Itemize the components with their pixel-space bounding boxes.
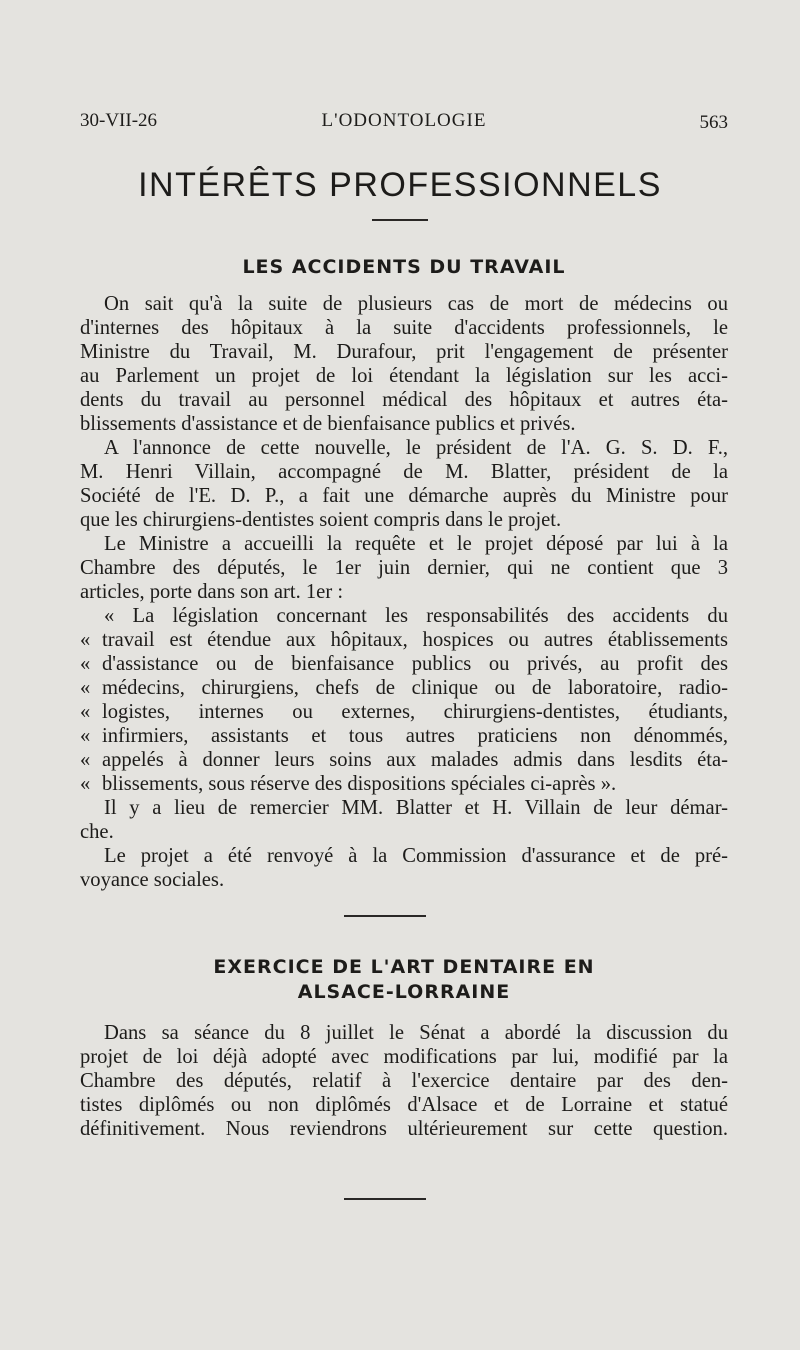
main-title: INTÉRÊTS PROFESSIONNELS bbox=[138, 166, 662, 204]
text-line bbox=[80, 748, 728, 772]
section-title-line: ALSACE-LORRAINE bbox=[297, 981, 511, 1003]
line-text: définitivement. Nous reviendrons ultérieurement sur cette question. bbox=[80, 1118, 728, 1140]
text-line bbox=[80, 676, 728, 700]
line-text: appelés à donner leurs soins aux malades admis dans lesdits éta- bbox=[102, 749, 728, 771]
text-line bbox=[80, 292, 728, 316]
text-line bbox=[80, 508, 728, 532]
text-line bbox=[80, 772, 728, 796]
quote-mark: « bbox=[80, 701, 91, 723]
line-text: tistes diplômés ou non diplômés d'Alsace et de Lorraine et statué bbox=[80, 1094, 728, 1116]
line-text: blissements, sous réserve des dispositions spéciales ci-après ». bbox=[102, 773, 617, 795]
line-text: Société de l'E. D. P., a fait une démarche auprès du Ministre pour bbox=[80, 485, 728, 507]
section-title-accidents: LES ACCIDENTS DU TRAVAIL bbox=[242, 256, 566, 278]
quote-mark: « bbox=[80, 749, 91, 771]
line-text: d'internes des hôpitaux à la suite d'accidents professionnels, le bbox=[80, 317, 728, 339]
page-number: 563 bbox=[699, 112, 728, 133]
line-text: infirmiers, assistants et tous autres praticiens non dénommés, bbox=[102, 725, 728, 747]
text-line bbox=[80, 1069, 728, 1093]
text-line bbox=[80, 652, 728, 676]
line-text: d'assistance ou de bienfaisance publics ou privés, au profit des bbox=[102, 653, 728, 675]
line-text: Dans sa séance du 8 juillet le Sénat a abordé la discussion du bbox=[104, 1022, 728, 1044]
text-line bbox=[80, 340, 728, 364]
text-line bbox=[80, 796, 728, 820]
line-text: blissements d'assistance et de bienfaisance publics et privés. bbox=[80, 413, 576, 435]
line-text: Il y a lieu de remercier MM. Blatter et H. Villain de leur démar- bbox=[104, 797, 728, 819]
line-text: voyance sociales. bbox=[80, 869, 225, 891]
text-line bbox=[80, 556, 728, 580]
line-text: « La législation concernant les responsabilités des accidents du bbox=[104, 605, 728, 627]
line-text: médecins, chirurgiens, chefs de clinique ou de laboratoire, radio- bbox=[102, 677, 728, 699]
text-line bbox=[80, 580, 728, 604]
issue-date: 30-VII-26 bbox=[80, 110, 158, 131]
quote-mark: « bbox=[80, 653, 91, 675]
text-line bbox=[80, 532, 728, 556]
line-text: logistes, internes ou externes, chirurgiens-dentistes, étudiants, bbox=[102, 701, 728, 723]
text-line bbox=[80, 1021, 728, 1045]
text-line bbox=[80, 604, 728, 628]
text-line bbox=[80, 628, 728, 652]
line-text: A l'annonce de cette nouvelle, le président de l'A. G. S. D. F., bbox=[104, 437, 728, 459]
line-text: Chambre des députés, le 1er juin dernier, qui ne contient que 3 bbox=[80, 557, 728, 579]
quote-mark: « bbox=[80, 773, 91, 795]
text-line bbox=[80, 820, 728, 844]
text-line bbox=[80, 1117, 728, 1141]
line-text: che. bbox=[80, 821, 114, 843]
section-body-accidents bbox=[80, 292, 728, 892]
line-text: projet de loi déjà adopté avec modifications par lui, modifié par la bbox=[80, 1046, 728, 1068]
title-rule bbox=[372, 219, 428, 221]
line-text: au Parlement un projet de loi étendant la législation sur les acci- bbox=[80, 365, 728, 387]
text-line bbox=[80, 316, 728, 340]
text-line bbox=[80, 364, 728, 388]
journal-name: L'ODONTOLOGIE bbox=[321, 110, 487, 131]
running-header bbox=[80, 110, 728, 140]
quote-mark: « bbox=[80, 725, 91, 747]
quote-mark: « bbox=[80, 629, 91, 651]
section-body-alsace-lorraine bbox=[80, 1021, 728, 1141]
text-line bbox=[80, 460, 728, 484]
text-line bbox=[80, 388, 728, 412]
line-text: Ministre du Travail, M. Durafour, prit l'engagement de présenter bbox=[80, 341, 728, 363]
line-text: dents du travail au personnel médical des hôpitaux et autres éta- bbox=[80, 389, 728, 411]
text-line bbox=[80, 724, 728, 748]
line-text: que les chirurgiens-dentistes soient compris dans le projet. bbox=[80, 509, 562, 531]
line-text: Chambre des députés, relatif à l'exercice dentaire par des den- bbox=[80, 1070, 728, 1092]
line-text: On sait qu'à la suite de plusieurs cas de mort de médecins ou bbox=[104, 293, 728, 315]
end-divider bbox=[344, 1198, 426, 1200]
text-line bbox=[80, 436, 728, 460]
text-line bbox=[80, 700, 728, 724]
section-title-line: EXERCICE DE L'ART DENTAIRE EN bbox=[213, 956, 595, 978]
quote-mark: « bbox=[80, 677, 91, 699]
text-line bbox=[80, 844, 728, 868]
line-text: Le Ministre a accueilli la requête et le projet déposé par lui à la bbox=[104, 533, 728, 555]
text-line bbox=[80, 484, 728, 508]
text-line bbox=[80, 1093, 728, 1117]
section-divider bbox=[344, 915, 426, 917]
text-line bbox=[80, 412, 728, 436]
line-text: Le projet a été renvoyé à la Commission d'assurance et de pré- bbox=[104, 845, 728, 867]
text-line bbox=[80, 1045, 728, 1069]
line-text: M. Henri Villain, accompagné de M. Blatter, président de la bbox=[80, 461, 728, 483]
line-text: travail est étendue aux hôpitaux, hospices ou autres établissements bbox=[102, 629, 728, 651]
line-text: articles, porte dans son art. 1er : bbox=[80, 581, 344, 603]
section-title-alsace-lorraine bbox=[80, 955, 728, 1005]
text-line bbox=[80, 868, 728, 892]
